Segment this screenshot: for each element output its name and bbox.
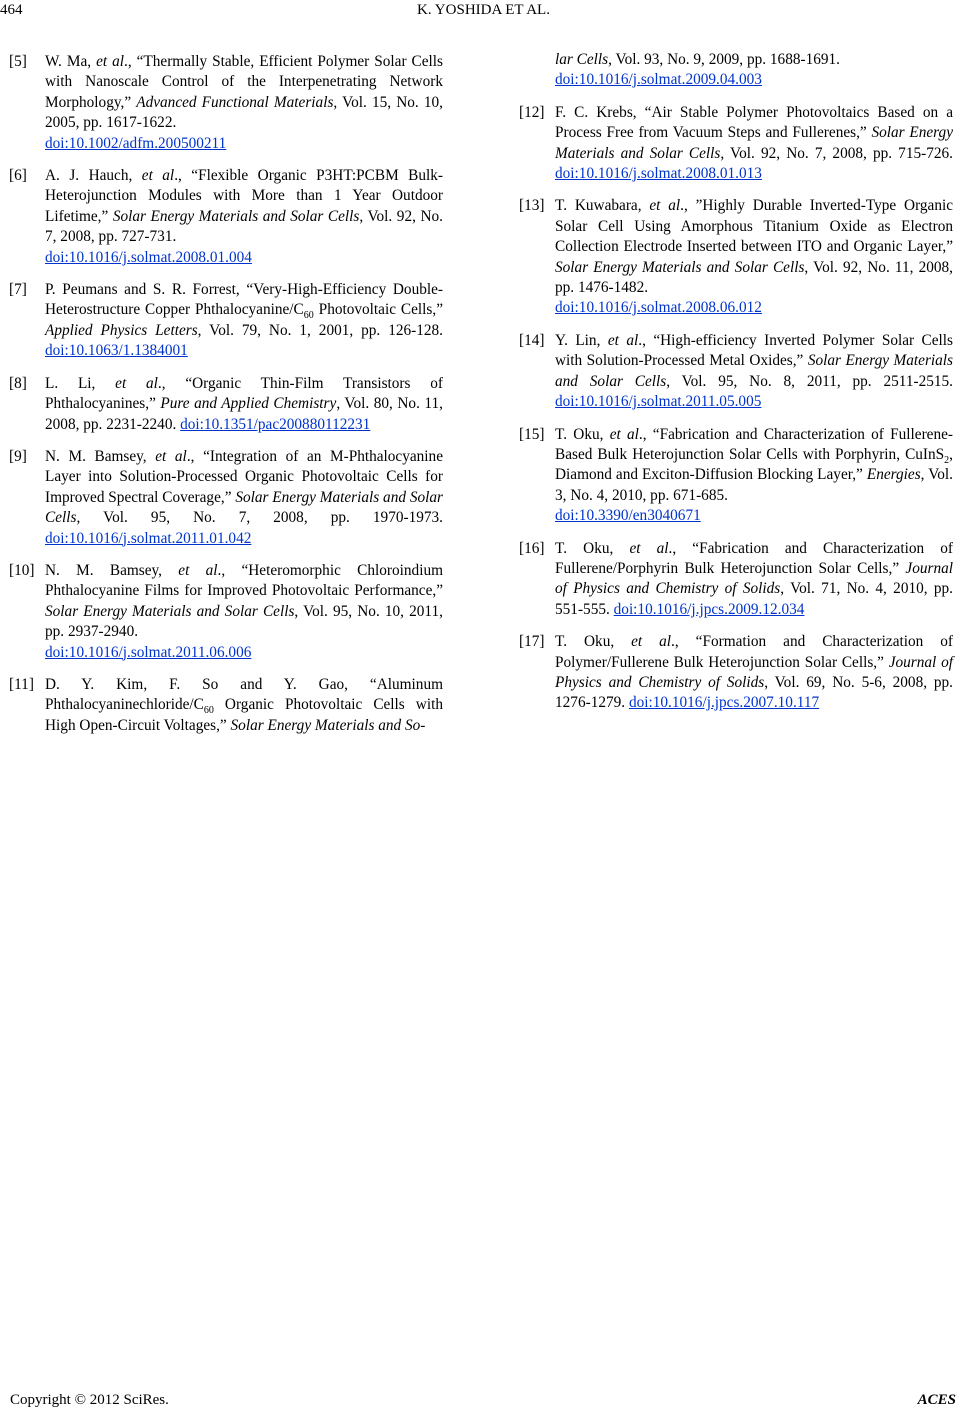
reference-item — [9, 280, 443, 362]
doi-link[interactable]: doi:10.1016/j.jpcs.2009.12.034 — [613, 600, 805, 618]
reference-number: [15] — [519, 425, 545, 443]
reference-number: [11] — [9, 675, 34, 693]
reference-text: Y. Lin, et al., “High-efficiency Inverted Polymer Solar Cells with Solution-Processed Metal Oxides,” Solar Energy Materials and Solar Cells, Vol. 95, No. 8, 2011, pp. 2511-2515. doi:10.1016/j.solmat.2011.05.005 — [555, 331, 954, 411]
doi-link[interactable]: doi:10.1016/j.solmat.2011.06.006 — [45, 643, 252, 661]
doi-link[interactable]: doi:10.1016/j.solmat.2011.05.005 — [555, 393, 762, 411]
reference-text: T. Oku, et al., “Fabrication and Characterization of Fullerene/Porphyrin Bulk Heterojunction Solar Cells,” Journal of Physics and Chemistry of Solids, Vol. 71, No. 4, 2010, pp. 551-555. doi:10.1016/j.jpcs.2009.12.034 — [555, 539, 953, 618]
reference-number: [7] — [9, 281, 27, 299]
running-title: K. YOSHIDA ET AL. — [417, 2, 550, 18]
reference-item — [519, 425, 953, 527]
reference-text: T. Kuwabara, et al., ”Highly Durable Inverted-Type Organic Solar Cell Using Amorphous Titanium Oxide as Electron Collection Electrode Inserted between ITO and Organic Layer,” Solar Energy Materials and Solar Cells, Vol. 92, No. 11, 2008, pp. 1476-1482. doi:10.1016/j.solmat.2008.06.012 — [555, 197, 954, 317]
page-number: 464 — [0, 2, 23, 18]
doi-link[interactable]: doi:10.1002/adfm.200500211 — [45, 134, 227, 152]
reference-number: [6] — [9, 167, 27, 185]
reference-number: [5] — [9, 53, 27, 70]
reference-number: [8] — [9, 374, 27, 392]
reference-number: [9] — [9, 447, 27, 465]
reference-number: [14] — [519, 331, 545, 349]
reference-number: [17] — [519, 633, 545, 651]
reference-number: [13] — [519, 197, 545, 215]
journal-name: ACES — [917, 1392, 956, 1408]
reference-text: P. Peumans and S. R. Forrest, “Very-High-Efficiency Double-Heterostructure Copper Phthalocyanine/$C_{60}$ Photovoltaic Cells,” Applied Physics Letters, Vol. 79, No. 1, 2001, pp. 126-128. doi:10.1063/1.1384001 — [45, 281, 444, 360]
page-header — [0, 0, 967, 24]
doi-link[interactable]: doi:10.1016/j.solmat.2008.06.012 — [555, 299, 762, 317]
doi-link[interactable]: doi:10.1351/pac200880112231 — [180, 415, 371, 433]
doi-link[interactable]: doi:10.1016/j.solmat.2008.01.004 — [45, 248, 252, 266]
reference-item — [9, 447, 443, 549]
reference-text: D. Y. Kim, F. So and Y. Gao, “Aluminum Phthalocyaninechloride/$C_{60}$ Organic Photovoltaic Cells with High Open-Circuit Voltages,” Solar Energy Materials and So- — [45, 675, 443, 734]
reference-number: [10] — [9, 561, 35, 579]
reference-number: [12] — [519, 103, 545, 121]
reference-text: W. Ma, et al., “Thermally Stable, Efficient Polymer Solar Cells with Nanoscale Control of the Interpenetrating Network Morphology,” Advanced Functional Materials, Vol. 15, No. 10, 2005, pp. 1617-1622. doi:10.1002/adfm.200500211 — [45, 53, 443, 152]
doi-link[interactable]: doi:10.1016/j.solmat.2008.01.013 — [555, 165, 762, 183]
reference-item — [519, 103, 953, 185]
doi-link[interactable]: doi:10.3390/en3040671 — [555, 507, 701, 525]
reference-item — [9, 374, 443, 435]
doi-link[interactable]: doi:10.1016/j.solmat.2009.04.003 — [555, 71, 762, 89]
reference-text: L. Li, et al., “Organic Thin-Film Transistors of Phthalocyanines,” Pure and Applied Chemistry, Vol. 80, No. 11, 2008, pp. 2231-2240. doi:10.1351/pac200880112231 — [45, 374, 443, 433]
reference-text: lar Cells, Vol. 93, No. 9, 2009, pp. 1688-1691. doi:10.1016/j.solmat.2009.04.003 — [555, 51, 840, 89]
reference-item — [519, 632, 953, 714]
doi-link[interactable]: doi:10.1016/j.jpcs.2007.10.117 — [628, 694, 820, 712]
doi-link[interactable]: doi:10.1063/1.1384001 — [45, 342, 188, 360]
reference-text: A. J. Hauch, et al., “Flexible Organic P3HT:PCBM Bulk-Heterojunction Modules with More than 1 Year Outdoor Lifetime,” Solar Energy Materials and Solar Cells, Vol. 92, No. 7, 2008, pp. 727-731. doi:10.1016/j.solmat.2008.01.004 — [45, 167, 443, 266]
reference-item — [9, 675, 443, 736]
reference-text: N. M. Bamsey, et al., “Integration of an M-Phthalocyanine Layer into Solution-Processed Organic Photovoltaic Cells for Improved Spectral Coverage,” Solar Energy Materials and Solar Cells, Vol. 95, No. 7, 2008, pp. 1970-1973. doi:10.1016/j.solmat.2011.01.042 — [45, 447, 443, 547]
reference-item — [519, 331, 953, 413]
reference-number: [16] — [519, 539, 545, 557]
reference-text: T. Oku, et al., “Formation and Characterization of Polymer/Fullerene Bulk Heterojunction Solar Cells,” Journal of Physics and Chemistry of Solids, Vol. 69, No. 5-6, 2008, pp. 1276-1279. doi:10.1016/j.jpcs.2007.10.117 — [555, 633, 954, 712]
reference-column-right — [519, 50, 953, 726]
reference-text: F. C. Krebs, “Air Stable Polymer Photovoltaics Based on a Process Free from Vacuum Steps and Fullerenes,” Solar Energy Materials and Solar Cells, Vol. 92, No. 7, 2008, pp. 715-726. doi:10.1016/j.solmat.2008.01.013 — [555, 103, 953, 183]
reference-item — [519, 196, 953, 318]
copyright-notice: Copyright © 2012 SciRes. — [10, 1392, 169, 1408]
reference-item — [519, 539, 953, 621]
doi-link[interactable]: doi:10.1016/j.solmat.2011.01.042 — [45, 529, 252, 547]
reference-item — [9, 166, 443, 268]
reference-column-left — [9, 52, 443, 748]
reference-text: T. Oku, et al., “Fabrication and Characterization of Fullerene-Based Bulk Heterojunction Solar Cells with Porphyrin, CuInS$_2$, Diamond and Exciton-Diffusion Blocking Layer,” Energies, Vol. 3, No. 4, 2010, pp. 671-685. doi:10.3390/en3040671 — [555, 425, 954, 525]
reference-item — [9, 52, 443, 154]
reference-item — [9, 561, 443, 663]
reference-item — [519, 50, 953, 91]
reference-text: N. M. Bamsey, et al., “Heteromorphic Chloroindium Phthalocyanine Films for Improved Photovoltaic Performance,” Solar Energy Materials and Solar Cells, Vol. 95, No. 10, 2011, pp. 2937-2940. doi:10.1016/j.solmat.2011.06.006 — [45, 561, 443, 661]
